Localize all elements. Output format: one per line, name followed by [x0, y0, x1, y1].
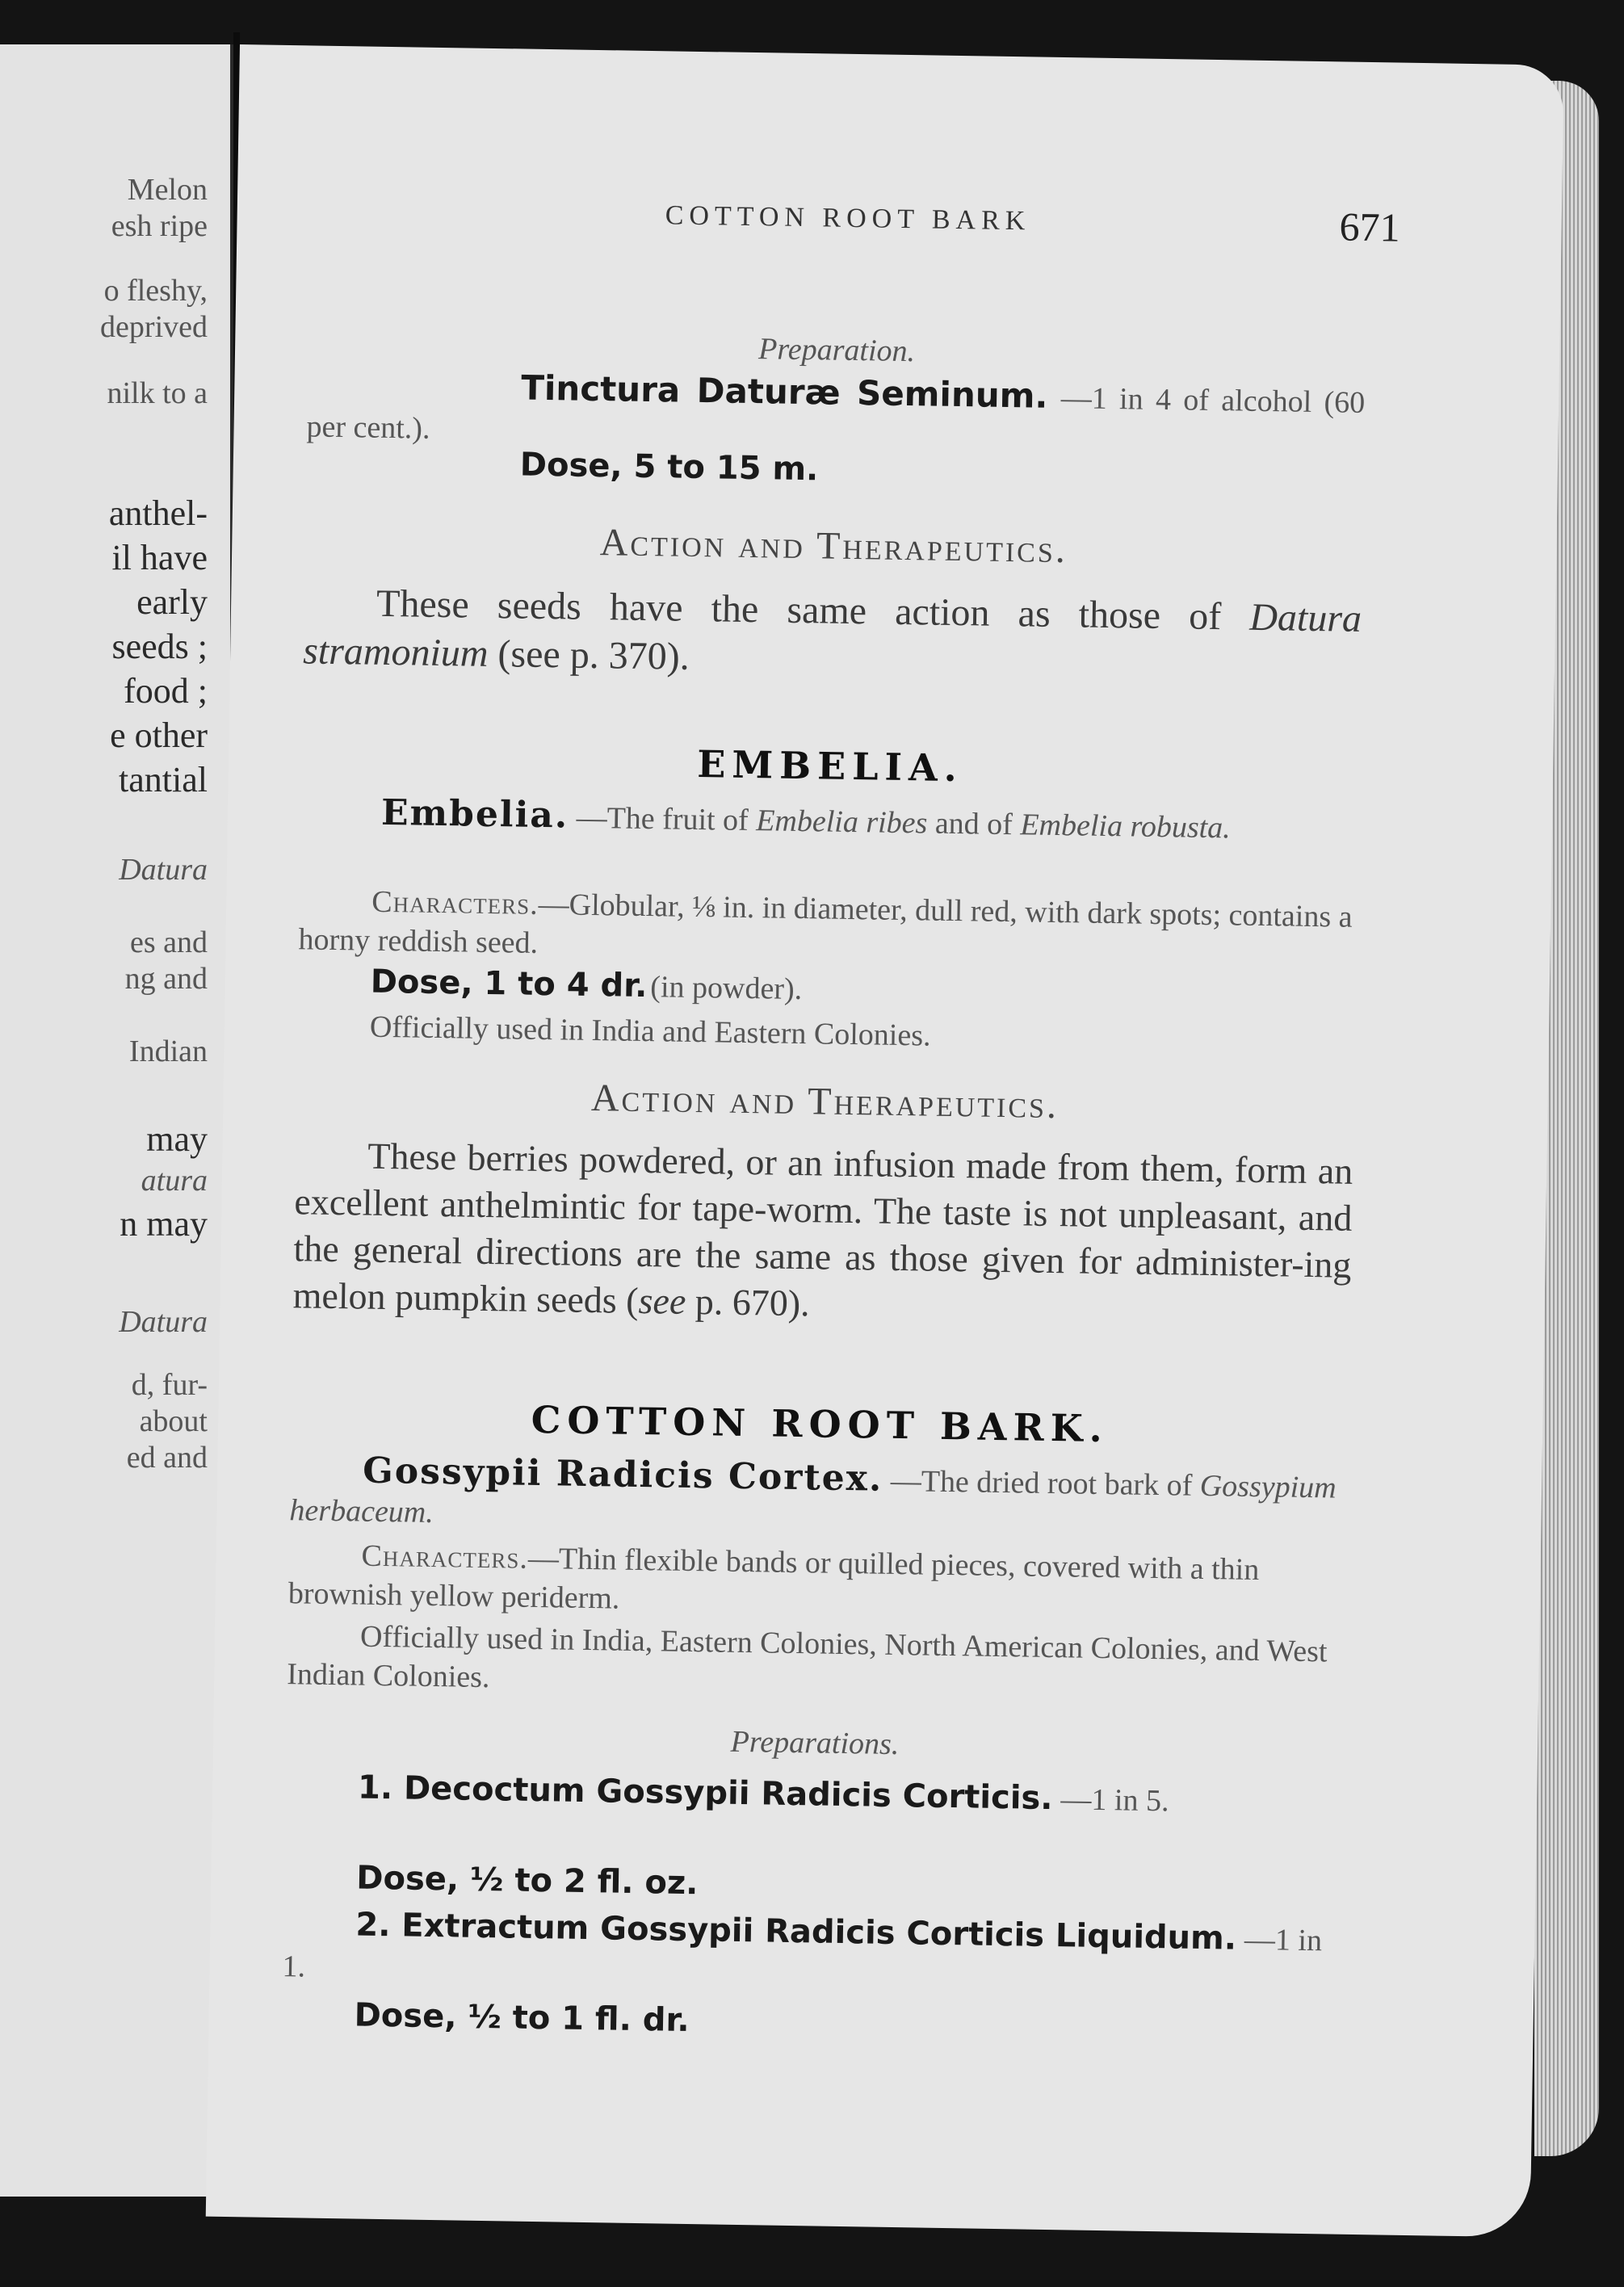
tincture-dose: Dose, 5 to 15 m. [519, 446, 819, 489]
left-page-fragment: d, fur- [131, 1368, 208, 1402]
action-heading-embelia: Action and Therapeutics. [590, 1076, 1060, 1127]
tincture-description: —1 in 4 of alcohol (60 per cent.). [306, 381, 1366, 446]
preparations-heading: Preparations. [730, 1724, 900, 1762]
prep2-name: 2. Extractum Gossypii Radicis Corticis Liquidum. [355, 1906, 1237, 1958]
datura-action-text: These seeds have the same action as those of [376, 581, 1222, 639]
prep1-description: —1 in 5. [1060, 1782, 1169, 1819]
left-page-fragment: nilk to a [107, 376, 208, 410]
left-page-fragment: atura [141, 1164, 208, 1198]
left-page-fragment: n may [120, 1204, 208, 1244]
right-page [206, 44, 1564, 2237]
cotton-root-bark-title: COTTON ROOT BARK. [531, 1397, 1110, 1451]
cotton-desc: —The dried root bark of [890, 1463, 1193, 1503]
gossypium-herbaceum: Gossypium herbaceum. [289, 1468, 1337, 1530]
left-page-fragment: il have [111, 538, 208, 577]
left-page-fragment: anthel- [108, 493, 208, 533]
embelia-action-paragraph [292, 1131, 1353, 1336]
left-page-fragment: seeds ; [111, 627, 208, 666]
embelia-title: EMBELIA. [696, 742, 964, 791]
left-page-fragment: early [136, 582, 208, 622]
cotton-characters-label: Characters. [361, 1538, 529, 1576]
prep2-dose: Dose, ½ to 1 fl. dr. [354, 1996, 690, 2040]
running-header [309, 187, 1401, 260]
prep1-dose: Dose, ½ to 2 fl. oz. [355, 1859, 699, 1903]
tincture-entry [306, 364, 1365, 463]
left-page-fragment: may [146, 1119, 208, 1159]
embelia-characters-text: —Globular, ⅛ in. in diameter, dull red, with dark spots; contains a horny reddish seed. [298, 887, 1353, 960]
datura-stramonium-ref: Datura stramonium [302, 595, 1362, 675]
cotton-official: Officially used in India, Eastern Colonies, North American Colonies, and West Indian Colonies. [286, 1619, 1328, 1695]
left-page-fragment: es and [129, 925, 208, 959]
prep1-name: 1. Decoctum Gossypii Radicis Corticis. [357, 1769, 1053, 1818]
left-page-fragment: Datura [119, 853, 208, 887]
embelia-desc-2: and of [934, 806, 1013, 842]
cotton-characters [288, 1535, 1347, 1630]
embelia-official: Officially used in India and Eastern Colonies. [369, 1009, 931, 1053]
embelia-robusta: Embelia robusta. [1020, 808, 1232, 846]
embelia-ribes: Embelia ribes [755, 804, 928, 841]
left-page-fragment: esh ripe [111, 209, 208, 243]
embelia-entry [300, 792, 1359, 850]
left-page-fragment: food ; [124, 671, 208, 711]
embelia-name: Embelia. [380, 791, 569, 837]
page-number: 671 [1339, 204, 1401, 250]
prep2-entry [282, 1903, 1341, 2004]
embelia-characters-label: Characters. [371, 884, 539, 921]
left-page-fragment: o fleshy, [103, 274, 208, 308]
left-page [0, 44, 233, 2197]
action-heading-datura: Action and Therapeutics. [599, 521, 1068, 572]
left-page-fragment: ng and [124, 962, 208, 996]
embelia-see: see [638, 1279, 686, 1322]
left-page-fragment: Melon [127, 173, 208, 207]
running-title: COTTON ROOT BARK [665, 200, 1031, 237]
cotton-entry [289, 1450, 1348, 1546]
left-page-fragment: ed and [126, 1441, 208, 1475]
datura-page-ref: (see p. 370). [497, 632, 690, 678]
embelia-dose-note: (in powder). [650, 970, 803, 1007]
embelia-desc-1: —The fruit of [576, 800, 749, 838]
left-page-fragment: e other [110, 715, 208, 755]
prep2-description: —1 in 1. [282, 1922, 1323, 1984]
embelia-characters [298, 881, 1357, 976]
left-page-fragment: Indian [128, 1034, 208, 1068]
left-page-fragment: Datura [119, 1305, 208, 1339]
cotton-characters-text: —Thin flexible bands or quilled pieces, covered with a thin brownish yellow periderm. [287, 1541, 1260, 1616]
gossypii-name: Gossypii Radicis Cortex. [362, 1450, 883, 1500]
preparation-heading: Preparation. [757, 332, 916, 369]
left-page-fragment: about [139, 1404, 208, 1438]
embelia-dose: Dose, 1 to 4 dr. [370, 963, 648, 1005]
embelia-page-ref: p. 670). [685, 1280, 811, 1324]
embelia-action-text: These berries powdered, or an infusion made from them, form an excellent anthelmintic for tape-worm. The taste is not unpleasant, and the general directions are the same as those given for administer-ing melon pumpkin seeds ( [292, 1135, 1353, 1321]
datura-action-paragraph [303, 578, 1362, 692]
tincture-name: Tinctura Daturæ Seminum. [520, 367, 1048, 416]
prep1-entry [285, 1765, 1344, 1824]
left-page-fragment: tantial [119, 760, 208, 799]
left-page-fragment: deprived [100, 310, 208, 344]
